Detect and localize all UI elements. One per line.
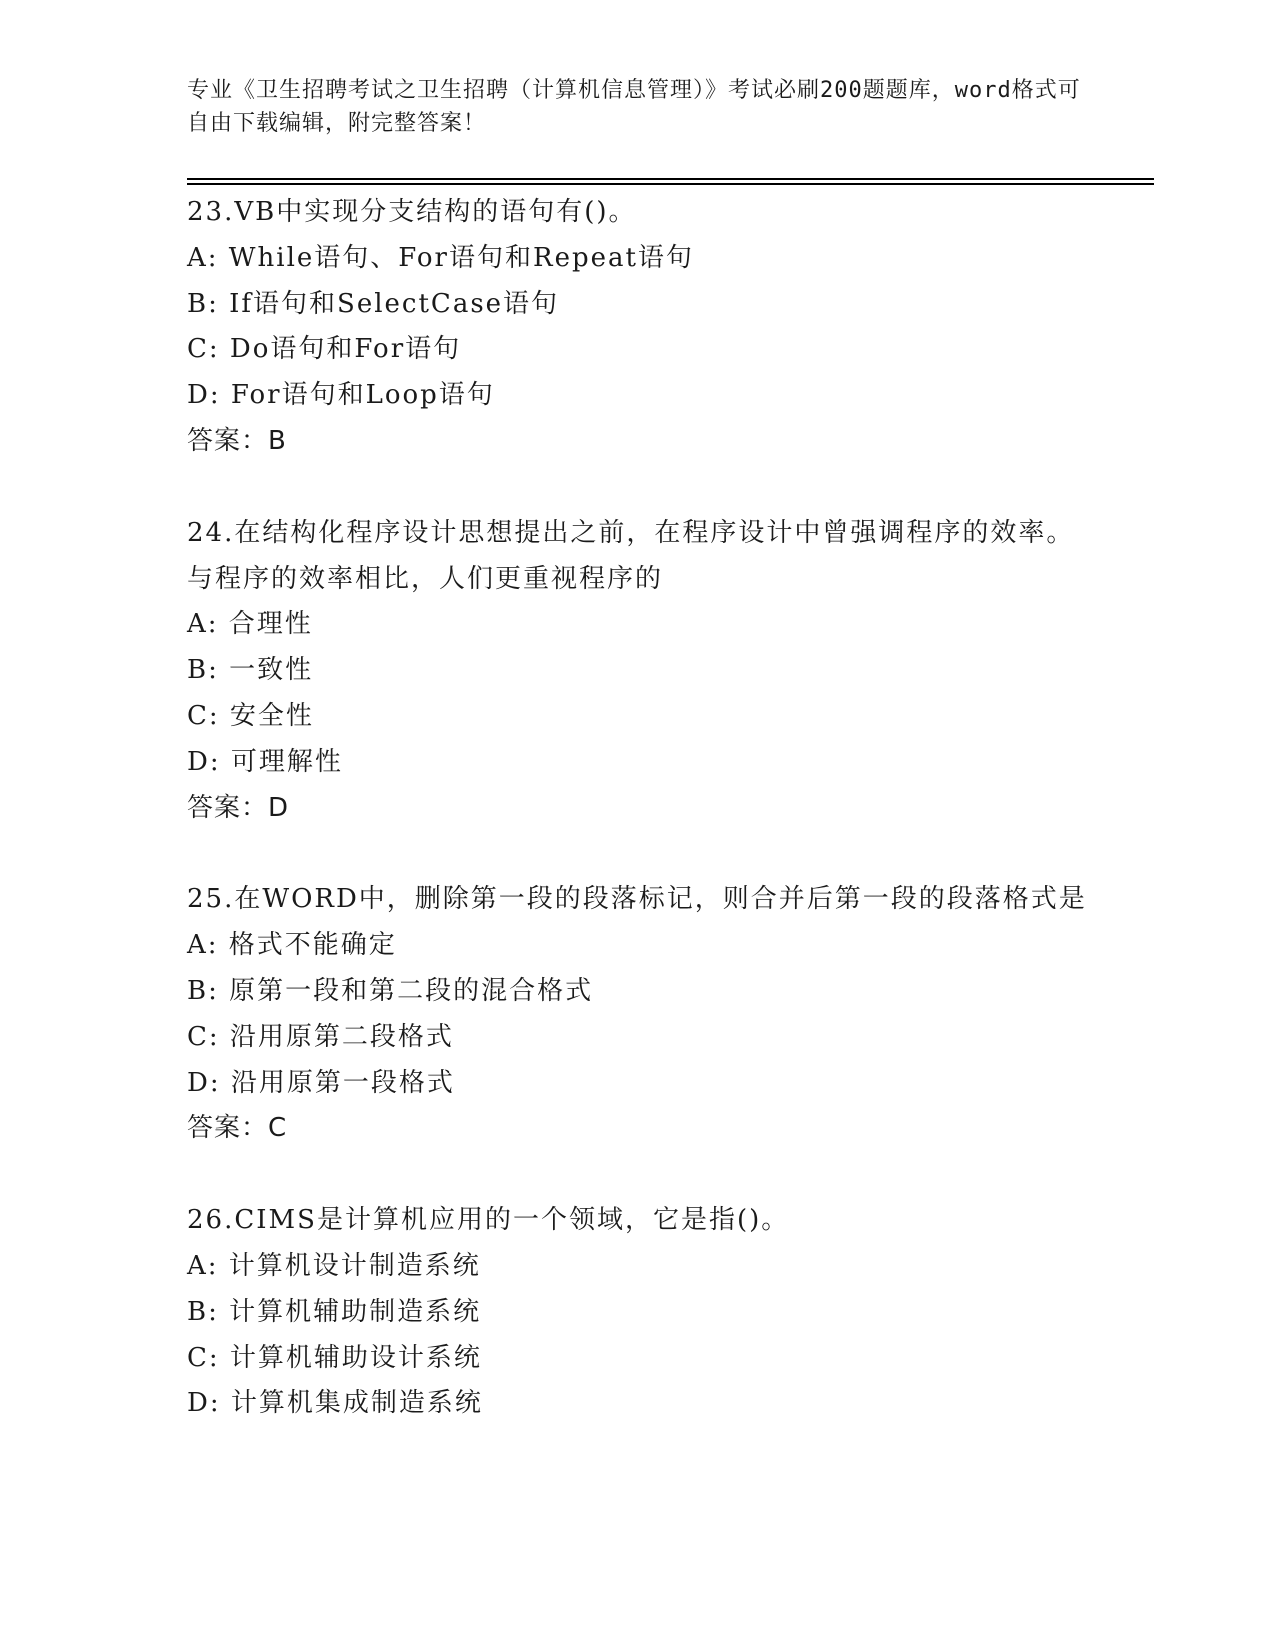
question-text: 23.VB中实现分支结构的语句有()。	[187, 197, 637, 227]
answer-label: 答案：D	[187, 792, 290, 823]
option-a: A: While语句、For语句和Repeat语句	[187, 242, 694, 273]
option-c: C: Do语句和For语句	[187, 334, 462, 365]
answer-label: 答案：C	[187, 1113, 288, 1144]
question-23	[187, 190, 1087, 465]
option-b: B: 一致性	[187, 655, 314, 686]
question-24	[187, 511, 1087, 832]
header-divider-top	[187, 178, 1154, 180]
option-d: D: 计算机集成制造系统	[187, 1388, 483, 1419]
question-text: 25.在WORD中，删除第一段的段落标记，则合并后第一段的段落格式是	[187, 884, 1087, 915]
option-b: B: 计算机辅助制造系统	[187, 1296, 482, 1327]
document-header: 专业《卫生招聘考试之卫生招聘（计算机信息管理）》考试必刷200题题库，word格式可自由下载编辑，附完整答案！	[187, 78, 1081, 136]
question-26	[187, 1198, 1087, 1427]
option-a: A: 合理性	[187, 609, 313, 640]
option-d: D: 沿用原第一段格式	[187, 1067, 455, 1098]
option-b: B: If语句和SelectCase语句	[187, 288, 560, 319]
question-list	[187, 190, 1087, 1473]
option-c: C: 计算机辅助设计系统	[187, 1342, 482, 1373]
option-c: C: 沿用原第二段格式	[187, 1021, 454, 1052]
option-d: D: 可理解性	[187, 746, 343, 777]
option-a: A: 格式不能确定	[187, 930, 397, 961]
header-divider-bottom	[187, 183, 1154, 185]
question-text: 26.CIMS是计算机应用的一个领域，它是指()。	[187, 1205, 790, 1236]
option-a: A: 计算机设计制造系统	[187, 1250, 481, 1281]
option-b: B: 原第一段和第二段的混合格式	[187, 975, 594, 1006]
answer-label: 答案：B	[187, 425, 287, 456]
option-c: C: 安全性	[187, 700, 314, 731]
option-d: D: For语句和Loop语句	[187, 380, 495, 411]
question-25	[187, 877, 1087, 1152]
question-text: 24.在结构化程序设计思想提出之前，在程序设计中曾强调程序的效率。与程序的效率相比，人们更重视程序的	[187, 517, 1075, 594]
